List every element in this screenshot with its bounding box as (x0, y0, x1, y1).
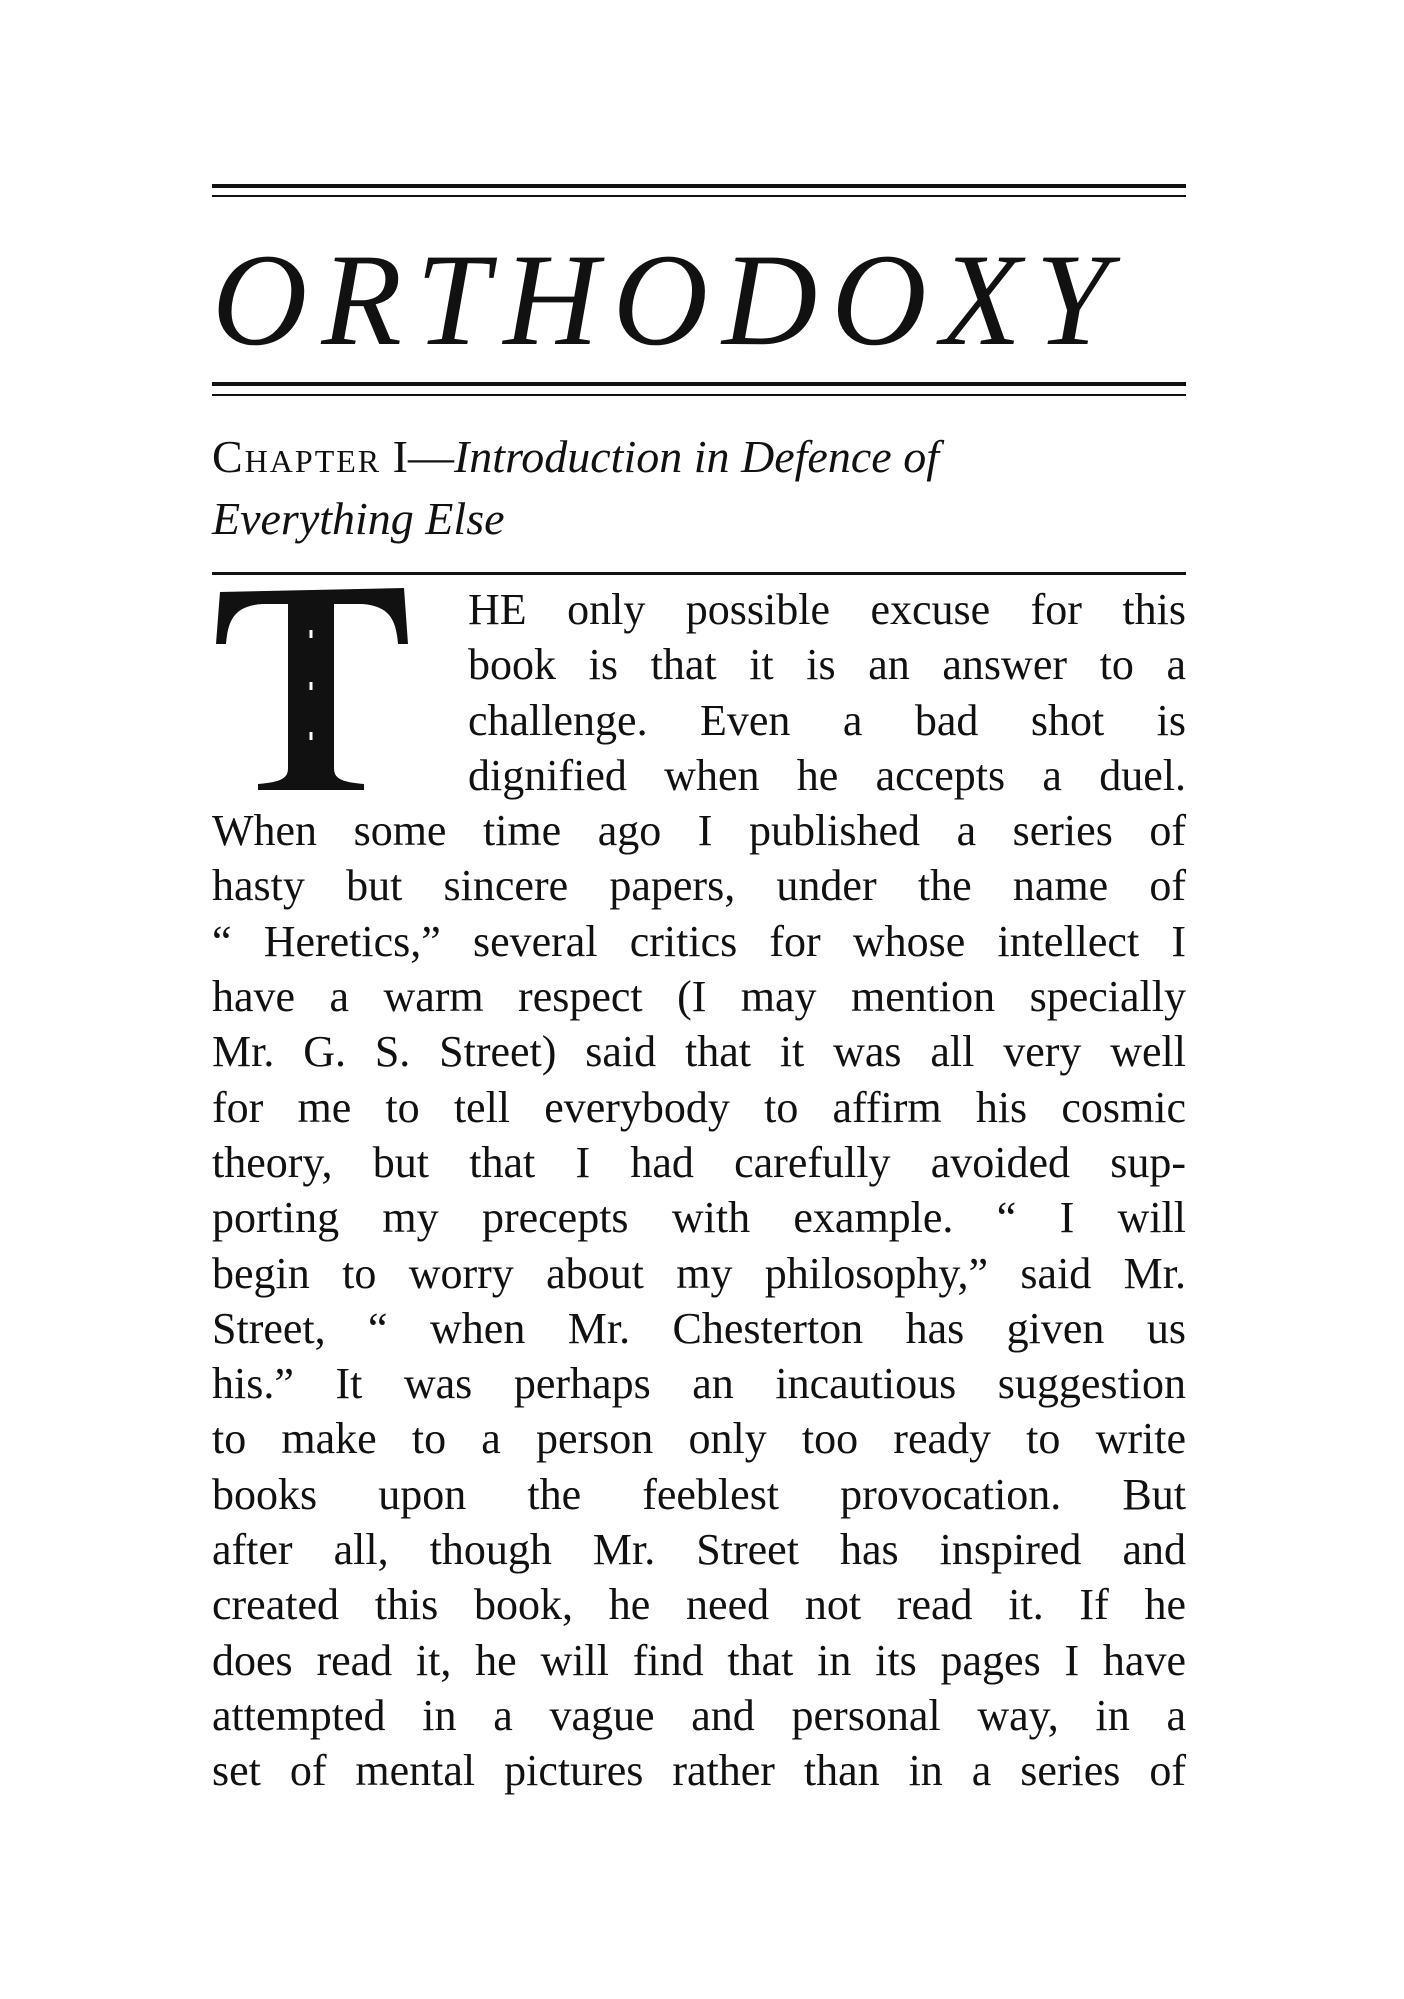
chapter-number: I— (392, 431, 454, 482)
chapter-label: Chapter (212, 431, 382, 482)
chapter-heading-line-1 (212, 426, 1186, 488)
body-paragraph (212, 582, 1186, 1799)
text-line: attempted in a vague and personal way, in a (212, 1690, 1186, 1740)
text-line: theory, but that I had carefully avoided sup- (212, 1137, 1186, 1187)
chapter-title-line-2: Everything Else (212, 493, 505, 544)
book-title: ORTHODOXY (212, 226, 1123, 373)
text-line: hasty but sincere papers, under the name of (212, 861, 1186, 911)
text-line: When some time ago I published a series of (212, 806, 1186, 856)
text-line: book is that it is an answer to a (468, 640, 1186, 690)
chapter-title-line-1: Introduction in Defence of (453, 431, 939, 482)
text-line: after all, though Mr. Street has inspired and (212, 1525, 1186, 1575)
text-line: have a warm respect (I may mention specially (212, 972, 1186, 1022)
top-rule-thick (212, 184, 1186, 188)
text-line: does read it, he will find that in its pages I have (212, 1635, 1186, 1685)
text-line: begin to worry about my philosophy,” said Mr. (212, 1248, 1186, 1298)
text-line: to make to a person only too ready to write (212, 1414, 1186, 1464)
text-line: challenge. Even a bad shot is (468, 695, 1186, 745)
chapter-rule (212, 572, 1186, 575)
text-line: for me to tell everybody to affirm his cosmic (212, 1082, 1186, 1132)
chapter-heading (212, 426, 1186, 550)
text-line: HE only possible excuse for this (468, 585, 1186, 634)
text-line: Mr. G. S. Street) said that it was all very well (212, 1027, 1186, 1077)
text-line: dignified when he accepts a duel. (468, 750, 1186, 800)
text-line: his.” It was perhaps an incautious suggestion (212, 1359, 1186, 1409)
text-line: set of mental pictures rather than in a series of (212, 1746, 1186, 1796)
title-rule-thin (212, 394, 1186, 396)
text-line: Street, “ when Mr. Chesterton has given us (212, 1303, 1186, 1353)
text-line: “ Heretics,” several critics for whose intellect I (212, 916, 1186, 966)
text-line: books upon the feeblest provocation. But (212, 1469, 1186, 1519)
text-line: porting my precepts with example. “ I will (212, 1193, 1186, 1243)
text-line: created this book, he need not read it. If he (212, 1580, 1186, 1630)
top-rule-thin (212, 195, 1186, 197)
title-rule-thick (212, 382, 1186, 386)
